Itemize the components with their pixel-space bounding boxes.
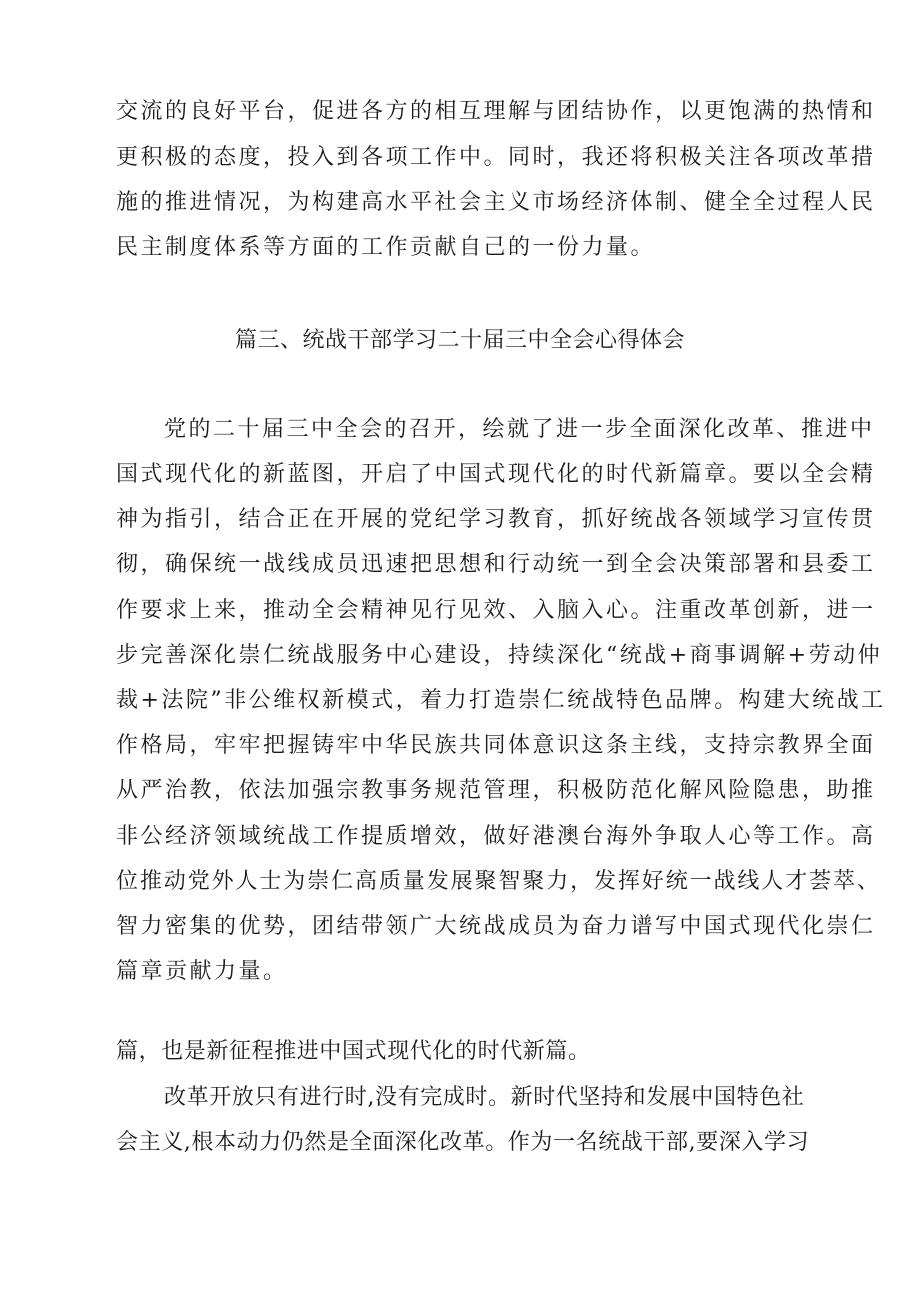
text-line: 篇章贡献力量。 bbox=[116, 959, 288, 984]
text-line: 施的推进情况，为构建高水平社会主义市场经济体制、健全全过程人民 bbox=[116, 190, 876, 215]
text-line: 更积极的态度，投入到各项工作中。同时，我还将积极关注各项改革措 bbox=[116, 145, 876, 170]
text-line: 步完善深化崇仁统战服务中心建设，持续深化“统战+商事调解+劳动仲 bbox=[116, 643, 883, 668]
text-line: 改革开放只有进行时,没有完成时。新时代坚持和发展中国特色社 bbox=[164, 1085, 805, 1110]
text-line: 作要求上来，推动全会精神见行见效、入脑入心。注重改革创新，进一 bbox=[116, 598, 876, 623]
text-line: 党的二十届三中全会的召开，绘就了进一步全面深化改革、推进中 bbox=[164, 417, 875, 442]
text-line: 神为指引，结合正在开展的党纪学习教育，抓好统战各领域学习宣传贯 bbox=[116, 507, 876, 532]
text-line: 作格局，牢牢把握铸牢中华民族共同体意识这条主线，支持宗教界全面 bbox=[116, 733, 876, 758]
text-line: 位推动党外人士为崇仁高质量发展聚智聚力，发挥好统一战线人才荟萃、 bbox=[116, 869, 881, 894]
section-title: 篇三、统战干部学习二十届三中全会心得体会 bbox=[234, 328, 685, 353]
text-line: 非公经济领域统战工作提质增效，做好港澳台海外争取人心等工作。高 bbox=[116, 824, 876, 849]
text-line: 从严治教，依法加强宗教事务规范管理，积极防范化解风险隐患，助推 bbox=[116, 778, 876, 803]
text-line: 国式现代化的新蓝图，开启了中国式现代化的时代新篇章。要以全会精 bbox=[116, 462, 876, 487]
text-line: 智力密集的优势，团结带领广大统战成员为奋力谱写中国式现代化崇仁 bbox=[116, 914, 876, 939]
text-line: 彻，确保统一战线成员迅速把思想和行动统一到全会决策部署和县委工 bbox=[116, 552, 876, 577]
text-line: 裁+法院”非公维权新模式，着力打造崇仁统战特色品牌。构建大统战工 bbox=[116, 688, 886, 713]
paragraph-fragment: 篇，也是新征程推进中国式现代化的时代新篇。 bbox=[116, 1039, 591, 1064]
text-line: 会主义,根本动力仍然是全面深化改革。作为一名统战干部,要深入学习 bbox=[116, 1130, 810, 1155]
text-line: 民主制度体系等方面的工作贡献自己的一份力量。 bbox=[116, 235, 656, 260]
text-line: 交流的良好平台，促进各方的相互理解与团结协作，以更饱满的热情和 bbox=[116, 99, 876, 124]
